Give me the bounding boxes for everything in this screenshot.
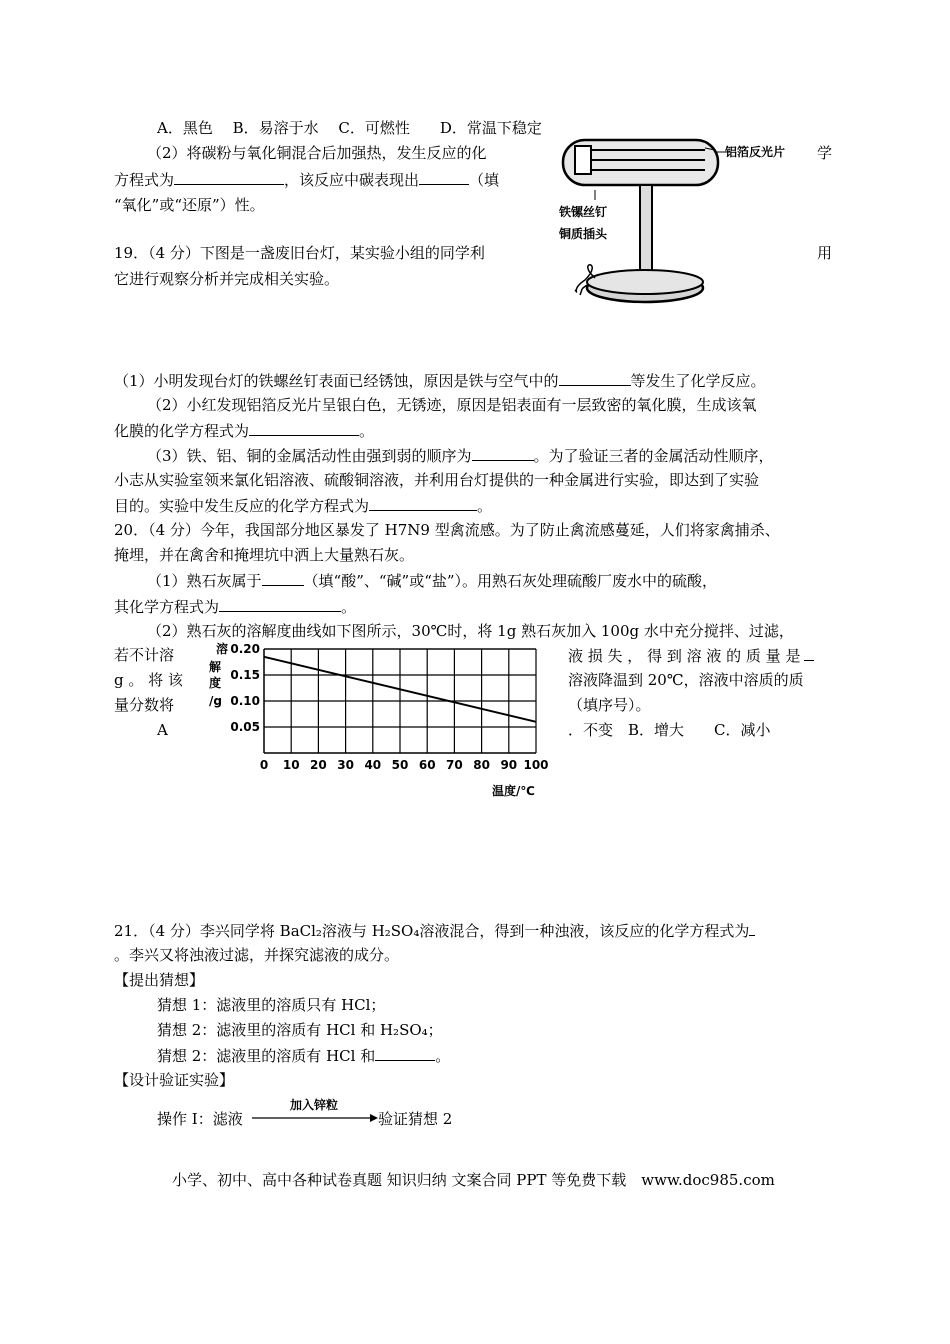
- q20-part1-line1: [147, 570, 717, 591]
- x-tick-label: 50: [391, 758, 409, 772]
- q18-part2-line1-tail: 学: [817, 144, 833, 162]
- q19-text: 。: [477, 497, 493, 515]
- x-tick-label: 40: [364, 758, 382, 772]
- q21-operation: [157, 1109, 243, 1129]
- q19-stem-line1: 19．（4 分）下图是一盏废旧台灯，某实验小组的同学利: [114, 244, 485, 262]
- q21-guess-3: [157, 1045, 450, 1066]
- q21-text: 猜想 2：滤液里的溶质有 HCl 和: [157, 1047, 376, 1065]
- x-tick-label: 60: [418, 758, 436, 772]
- q19-stem-line2: 它进行观察分析并完成相关实验。: [114, 270, 340, 288]
- q18-options: A．黑色 B．易溶于水 C．可燃性 D．常温下稳定: [157, 119, 542, 137]
- q21-operation-target: 验证猜想 2: [378, 1110, 453, 1128]
- y-axis-label-1: 溶: [216, 642, 229, 656]
- x-tick-label: 70: [446, 758, 463, 772]
- q18-text: 方程式为: [114, 171, 175, 189]
- solubility-chart: [200, 635, 560, 805]
- q19-text: （1）小明发现台灯的铁螺丝钉表面已经锈蚀，原因是铁与空气中的: [114, 372, 559, 390]
- answer-blank[interactable]: [219, 596, 341, 612]
- q21-text: 操作 I：滤液: [157, 1110, 243, 1128]
- q21-stem-line1: [114, 920, 755, 941]
- answer-blank[interactable]: [472, 445, 534, 461]
- q20-part1-line2: [114, 596, 356, 617]
- q19-text: 等发生了化学反应。: [630, 372, 766, 390]
- q20-stem-line2: 掩埋，并在禽舍和掩埋坑中洒上大量熟石灰。: [114, 546, 415, 564]
- q19-text: 。: [359, 422, 375, 440]
- q19-part3-line2: 小志从实验室领来氯化铝溶液、硫酸铜溶液，并利用台灯提供的一种金属进行实验，即达到了实验: [114, 471, 760, 489]
- q20-left-4: A: [157, 721, 168, 739]
- y-axis-label-3: 度: [209, 676, 222, 690]
- x-tick-label: 10: [282, 758, 300, 772]
- y-axis-label-2: 解: [209, 660, 222, 674]
- q21-stem-line2: 。李兴又将浊液过滤，并探究滤液的成分。: [114, 946, 400, 964]
- arrow-label: 加入锌粒: [290, 1098, 339, 1112]
- q18-part2-line3: “氧化”或“还原”）性。: [114, 196, 265, 214]
- x-axis-label: 温度/℃: [492, 784, 535, 798]
- x-tick-label: 30: [337, 758, 354, 772]
- q18-text: （填: [469, 171, 500, 189]
- q18-text: ，该反应中碳表现出: [284, 171, 420, 189]
- q21-heading-guess: 【提出猜想】: [114, 971, 205, 989]
- desk-lamp-figure: [555, 130, 805, 305]
- q20-part2-line1: （2）熟石灰的溶解度曲线如下图所示，30℃时，将 1g 熟石灰加入 100g 水中充分搅拌、过滤，: [147, 622, 794, 640]
- y-tick-label: 0.15: [230, 668, 260, 682]
- answer-blank[interactable]: [174, 169, 284, 185]
- answer-blank[interactable]: [369, 495, 477, 511]
- y-tick-labels: [230, 642, 260, 734]
- q20-left-1: 若不计溶: [114, 646, 175, 664]
- q19-part3-line1: [147, 445, 774, 466]
- answer-blank[interactable]: [262, 570, 304, 586]
- q20-right-4: ．不变 B．增大 C．减小: [568, 721, 771, 739]
- q20-left-2: g 。 将 该: [114, 671, 183, 689]
- label-foil: 铝箔反光片: [725, 145, 786, 159]
- q19-text: 化膜的化学方程式为: [114, 422, 250, 440]
- answer-blank[interactable]: [559, 370, 631, 386]
- q19-part2-line2: [114, 420, 374, 441]
- label-plug: 铜质插头: [559, 227, 608, 241]
- q20-right-3: （填序号）。: [568, 696, 651, 714]
- q20-text: 其化学方程式为: [114, 598, 220, 616]
- q21-text: 21．（4 分）李兴同学将 BaCl₂溶液与 H₂SO₄溶液混合，得到一种浊液，该反应的化学方程式为: [114, 922, 750, 940]
- q18-part2-line2: [114, 169, 499, 190]
- q19-part2-line1: （2）小红发现铝箔反光片呈银白色，无锈迹，原因是铝表面有一层致密的氧化膜，生成该氧: [147, 396, 757, 414]
- q19-part1: [114, 370, 766, 391]
- q20-text: （1）熟石灰属于: [147, 572, 262, 590]
- q21-guess-2: 猜想 2：滤液里的溶质有 HCl 和 H₂SO₄；: [157, 1021, 443, 1039]
- x-tick-label: 80: [473, 758, 490, 772]
- q20-right-2: 溶液降温到 20℃，溶液中溶质的质: [568, 671, 804, 689]
- q21-heading-experiment: 【设计验证实验】: [114, 1071, 235, 1089]
- q21-text: 。: [435, 1047, 451, 1065]
- q19-text: 。为了验证三者的金属活动性顺序，: [533, 447, 774, 465]
- x-tick-label: 100: [523, 758, 549, 772]
- chart-grid: [264, 649, 536, 753]
- answer-blank[interactable]: [804, 645, 814, 661]
- x-tick-label: 0: [259, 758, 269, 772]
- q19-text: （3）铁、铝、铜的金属活动性由强到弱的顺序为: [147, 447, 472, 465]
- q18-part2-line1: （2）将碳粉与氧化铜混合后加强热，发生反应的化: [147, 144, 487, 162]
- y-tick-label: 0.10: [230, 694, 260, 708]
- q19-text: 目的。实验中发生反应的化学方程式为: [114, 497, 370, 515]
- label-screw: 铁镙丝钉: [559, 205, 608, 219]
- q21-guess-1: 猜想 1：滤液里的溶质只有 HCl；: [157, 996, 386, 1014]
- page-footer: 小学、初中、高中各种试卷真题 知识归纳 文案合同 PPT 等免费下载 www.doc985.com: [172, 1171, 775, 1189]
- y-tick-label: 0.20: [230, 642, 260, 656]
- reaction-arrow-icon: [252, 1096, 380, 1126]
- answer-blank[interactable]: [749, 920, 755, 936]
- q19-part3-line3: [114, 495, 492, 516]
- q20-text: 。: [341, 598, 357, 616]
- y-tick-label: 0.05: [230, 720, 260, 734]
- x-tick-label: 90: [500, 758, 518, 772]
- answer-blank[interactable]: [375, 1045, 435, 1061]
- q20-text: 液 损 失 ， 得 到 溶 液 的 质 量 是: [568, 647, 801, 665]
- x-tick-label: 20: [310, 758, 327, 772]
- x-tick-labels: [260, 758, 549, 772]
- q20-stem-line1: 20．（4 分）今年，我国部分地区暴发了 H7N9 型禽流感。为了防止禽流感蔓延，人们将家禽捕杀、: [114, 521, 780, 539]
- q20-text: （填“酸”、“碱”或“盐”）。用熟石灰处理硫酸厂废水中的硫酸，: [303, 572, 718, 590]
- answer-blank[interactable]: [249, 420, 359, 436]
- answer-blank[interactable]: [419, 169, 469, 185]
- q20-left-3: 量分数将: [114, 696, 175, 714]
- q20-right-1: [568, 645, 814, 666]
- q19-stem-line1-tail: 用: [817, 244, 833, 262]
- y-axis-label-4: /g: [209, 694, 222, 708]
